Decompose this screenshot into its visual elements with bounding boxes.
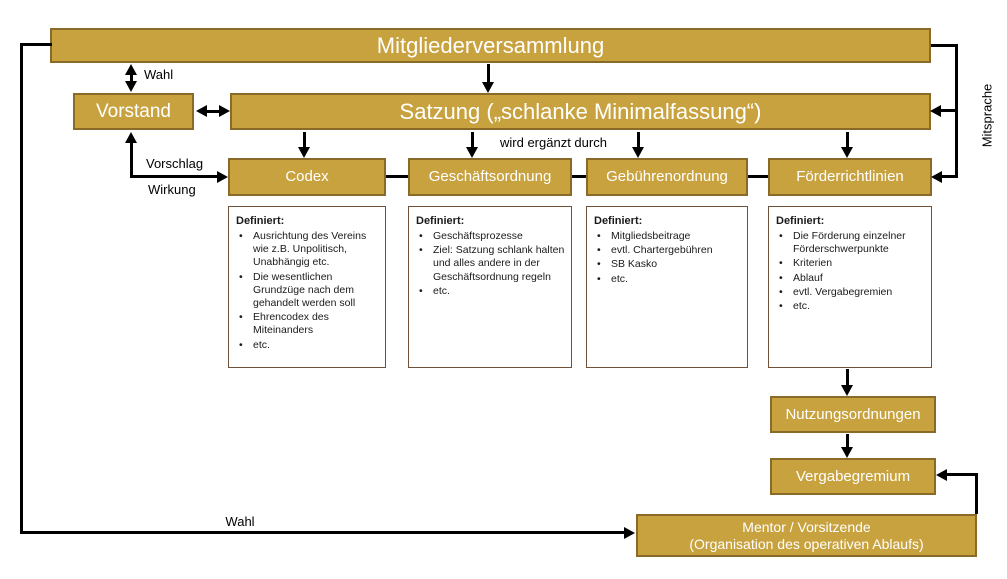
node-codex bbox=[228, 158, 386, 196]
arrowhead-into-satzung-right-icon bbox=[930, 105, 941, 117]
connector-mentor-vergabe-horizontal bbox=[947, 473, 978, 476]
node-nutzungsordnungen bbox=[770, 396, 936, 433]
list-item: • Die Förderung einzelner Förderschwerpunkte bbox=[776, 230, 926, 256]
list-item: • Ablauf bbox=[776, 272, 926, 285]
node-vorstand-label: Vorstand bbox=[96, 100, 171, 122]
connector-mitsprache-vertical bbox=[955, 44, 958, 178]
detail-list bbox=[776, 230, 926, 313]
connector-mitsprache-satzung bbox=[941, 109, 955, 112]
list-item: • SB Kasko bbox=[594, 258, 742, 271]
connector-mentor-vergabe-vertical bbox=[975, 474, 978, 514]
connector-wahl-mentor-horizontal bbox=[20, 531, 625, 534]
list-item: • Ausrichtung des Vereins wie z.B. Unpolitisch, Unabhängig etc. bbox=[236, 230, 380, 270]
connector-satzung-geschaeftsordnung bbox=[471, 132, 474, 148]
list-item: • etc. bbox=[594, 273, 742, 286]
arrowhead-down-icon bbox=[125, 81, 137, 92]
detail-box-foerderrichtlinien bbox=[768, 206, 932, 368]
arrowhead-down-icon bbox=[841, 147, 853, 158]
node-vergabegremium-label: Vergabegremium bbox=[795, 467, 911, 485]
detail-heading: Definiert: bbox=[776, 215, 825, 227]
node-foerderrichtlinien-label: Förderrichtlinien bbox=[796, 168, 904, 186]
connector-vorschlag-horizontal bbox=[130, 175, 218, 178]
detail-box-codex bbox=[228, 206, 386, 368]
arrowhead-into-vergabe-right-icon bbox=[936, 469, 947, 481]
connector-nutzung-vergabe bbox=[846, 434, 849, 448]
connector-geschaeftsordnung-gebuehrenordnung bbox=[572, 175, 586, 178]
node-geschaeftsordnung-label: Geschäftsordnung bbox=[428, 168, 552, 186]
arrowhead-down-icon bbox=[632, 147, 644, 158]
list-item: • Kriterien bbox=[776, 257, 926, 270]
list-item: • evtl. Chartergebühren bbox=[594, 244, 742, 257]
detail-heading: Definiert: bbox=[236, 215, 285, 227]
node-gebuehrenordnung-label: Gebührenordnung bbox=[606, 168, 728, 186]
connector-satzung-codex bbox=[303, 132, 306, 148]
connector-vorschlag-vertical bbox=[130, 141, 133, 178]
connector-wahl-mentor-vertical bbox=[20, 43, 23, 534]
connector-mitsprache-foerder bbox=[942, 175, 956, 178]
arrowhead-into-codex-icon bbox=[217, 171, 228, 183]
node-mentor-label-line1: Mentor / Vorsitzende bbox=[742, 519, 871, 536]
node-satzung-label: Satzung („schlanke Minimalfassung“) bbox=[399, 98, 762, 124]
edge-label-wird-ergaenzt-durch: wird ergänzt durch bbox=[500, 135, 607, 150]
node-codex-label: Codex bbox=[285, 168, 329, 186]
list-item: • Mitgliedsbeitrage bbox=[594, 230, 742, 243]
edge-label-mitsprache: Mitsprache bbox=[979, 83, 995, 148]
connector-satzung-gebuehrenordnung bbox=[637, 132, 640, 148]
detail-heading: Definiert: bbox=[416, 215, 465, 227]
edge-label-vorschlag: Vorschlag bbox=[146, 156, 204, 171]
list-item: • Geschäftsprozesse bbox=[416, 230, 566, 243]
arrowhead-left-icon bbox=[196, 105, 207, 117]
node-nutzungsordnungen-label: Nutzungsordnungen bbox=[785, 405, 921, 423]
connector-mv-satzung bbox=[487, 64, 490, 83]
node-mitgliederversammlung-label: Mitgliederversammlung bbox=[376, 32, 605, 58]
arrowhead-up-icon bbox=[125, 64, 137, 75]
connector-wahl-mentor-top bbox=[20, 43, 52, 46]
detail-heading: Definiert: bbox=[594, 215, 643, 227]
list-item: • Ziel: Satzung schlank halten und alles andere in der Geschäftsordnung regeln bbox=[416, 244, 566, 284]
node-vorstand bbox=[73, 93, 194, 130]
connector-mitsprache-top bbox=[931, 44, 958, 47]
node-mentor-label-line2: (Organisation des operativen Ablaufs) bbox=[689, 535, 924, 552]
arrowhead-into-satzung-icon bbox=[482, 82, 494, 93]
node-vergabegremium bbox=[770, 458, 936, 495]
arrowhead-into-mentor-icon bbox=[624, 527, 635, 539]
edge-label-wahl-vorstand: Wahl bbox=[144, 67, 174, 82]
detail-list bbox=[416, 230, 566, 298]
list-item: • Ehrencodex des Miteinanders bbox=[236, 311, 380, 337]
list-item: • etc. bbox=[776, 300, 926, 313]
list-item: • etc. bbox=[236, 339, 380, 352]
connector-codex-geschaeftsordnung bbox=[386, 175, 408, 178]
detail-list bbox=[594, 230, 742, 286]
node-mitgliederversammlung bbox=[50, 28, 931, 63]
arrowhead-right-icon bbox=[219, 105, 230, 117]
arrowhead-into-nutzung-icon bbox=[841, 385, 853, 396]
arrowhead-down-icon bbox=[466, 147, 478, 158]
node-foerderrichtlinien bbox=[768, 158, 932, 196]
arrowhead-down-icon bbox=[298, 147, 310, 158]
node-geschaeftsordnung bbox=[408, 158, 572, 196]
edge-label-wahl-mentor: Wahl bbox=[225, 514, 255, 529]
connector-gebuehrenordnung-foerderrichtlinien bbox=[748, 175, 768, 178]
node-mentor-vorsitzende bbox=[636, 514, 977, 557]
detail-box-geschaeftsordnung bbox=[408, 206, 572, 368]
detail-list bbox=[236, 230, 380, 352]
node-satzung bbox=[230, 93, 931, 130]
list-item: • Die wesentlichen Grundzüge nach dem gehandelt werden soll bbox=[236, 271, 380, 311]
arrowhead-into-foerder-icon bbox=[931, 171, 942, 183]
connector-foerder-nutzung bbox=[846, 369, 849, 386]
list-item: • evtl. Vergabegremien bbox=[776, 286, 926, 299]
arrowhead-into-vergabe-icon bbox=[841, 447, 853, 458]
detail-box-gebuehrenordnung bbox=[586, 206, 748, 368]
edge-label-wirkung: Wirkung bbox=[148, 182, 196, 197]
node-gebuehrenordnung bbox=[586, 158, 748, 196]
list-item: • etc. bbox=[416, 285, 566, 298]
connector-satzung-foerderrichtlinien bbox=[846, 132, 849, 148]
